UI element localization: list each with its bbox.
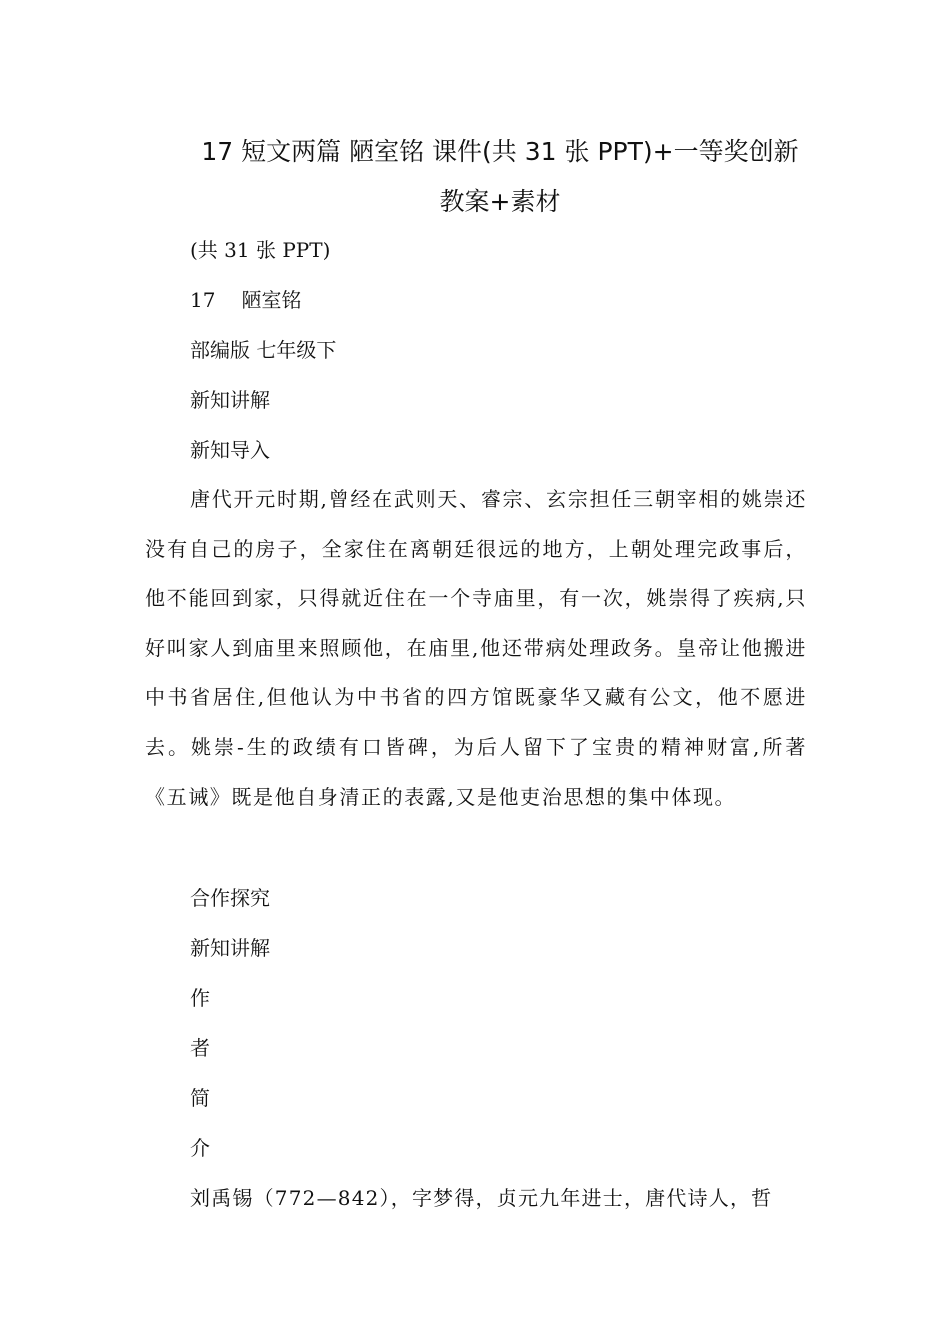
lesson-number: 17	[190, 288, 216, 312]
author-intro-char-3: 简	[190, 1086, 210, 1110]
section-cooperate: 合作探究	[190, 886, 270, 910]
section-intro: 新知导入	[190, 438, 270, 462]
ppt-count: (共 31 张 PPT)	[190, 238, 331, 262]
author-intro-char-4: 介	[190, 1136, 210, 1160]
lesson-heading	[190, 286, 301, 314]
author-intro-char-2: 者	[190, 1036, 210, 1060]
author-intro-char-1: 作	[190, 986, 210, 1010]
document-title-line-2: 教案+素材	[439, 187, 561, 216]
lesson-title: 陋室铭	[241, 288, 302, 312]
author-description-line: 刘禹锡（772—842），字梦得，贞元九年进士，唐代诗人，哲	[190, 1186, 773, 1210]
story-paragraph: 唐代开元时期,曾经在武则天、睿宗、玄宗担任三朝宰相的姚崇还没有自己的房子，全家住在离朝廷很远的地方，上朝处理完政事后，他不能回到家，只得就近住在一个寺庙里，有一次，姚崇得了疾病,只好叫家人到庙里来照顾他，在庙里,他还带病处理政务。皇帝让他搬进中书省居住,但他认为中书省的四方馆既豪华又藏有公文，他不愿进去。姚崇-生的政绩有口皆碑，为后人留下了宝贵的精神财富,所著《五诫》既是他自身清正的表露,又是他吏治思想的集中体现。	[145, 487, 807, 809]
section-new-knowledge-1: 新知讲解	[190, 388, 270, 412]
edition-label: 部编版 七年级下	[190, 338, 337, 362]
document-title-line-1: 17 短文两篇 陋室铭 课件(共 31 张 PPT)+一等奖创新	[201, 137, 799, 166]
section-new-knowledge-2: 新知讲解	[190, 936, 270, 960]
